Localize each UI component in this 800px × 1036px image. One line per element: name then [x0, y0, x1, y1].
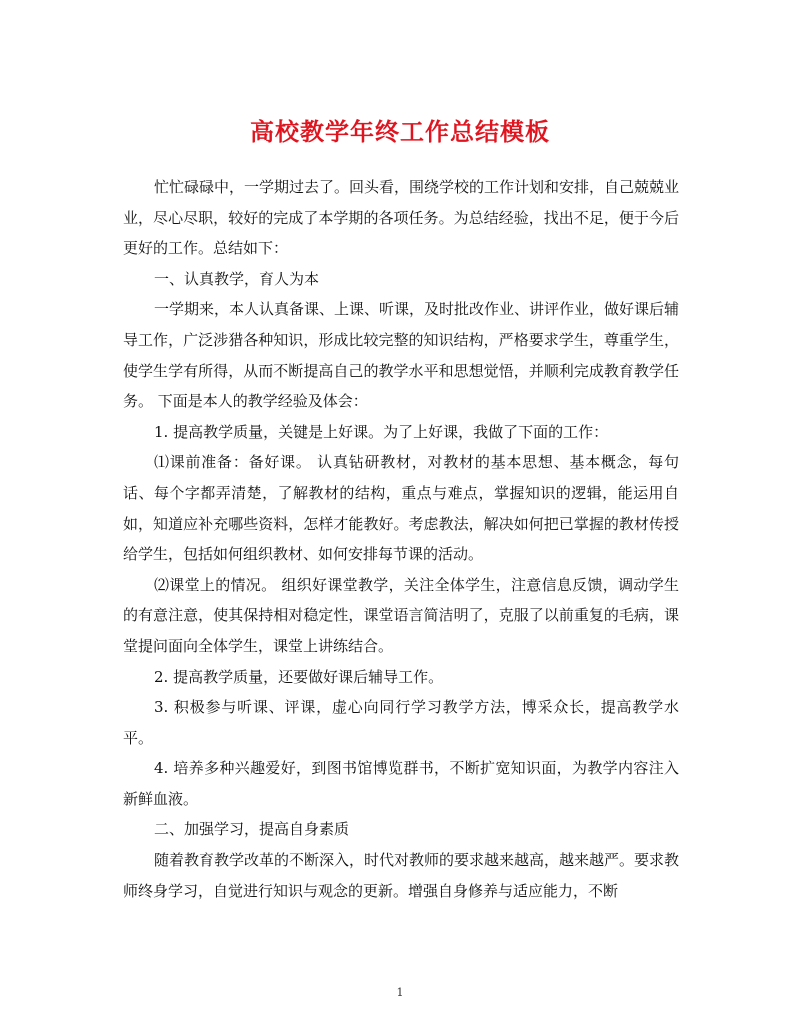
- list-item-2: 2. 提高教学质量，还要做好课后辅导工作。: [154, 667, 444, 686]
- sub-item-1: ⑴课前准备：备好课。 认真钻研教材，对教材的基本思想、基本概念，每句话、每个字都弄清楚，了解教材的结构，重点与难点，掌握知识的逻辑，能运用自如，知道应补充哪些资料，怎样才能教好。考虑教法，解决如何把已掌握的教材传授给学生，包括如何组织教材、如何安排每节课的活动。: [123, 453, 679, 564]
- section-heading-2: 二、加强学习，提高自身素质: [154, 820, 350, 839]
- sub-item-2: ⑵课堂上的情况。 组织好课堂教学，关注全体学生，注意信息反馈，调动学生的有意注意，使其保持相对稳定性，课堂语言简洁明了，克服了以前重复的毛病，课堂提问面向全体学生，课堂上讲练结合。: [123, 575, 679, 655]
- list-item-1: 1. 提高教学质量，关键是上好课。为了上好课，我做了下面的工作：: [154, 422, 609, 441]
- document-title: 高校教学年终工作总结模板: [250, 117, 550, 146]
- section-heading-1: 一、认真教学，育人为本: [154, 269, 320, 288]
- paragraph-learning: 随着教育教学改革的不断深入，时代对教师的要求越来越高，越来越严。要求教师终身学习，自觉进行知识与观念的更新。增强自身修养与适应能力，不断: [123, 851, 680, 900]
- paragraph-intro: 忙忙碌碌中，一学期过去了。回头看，围绕学校的工作计划和安排，自己兢兢业业，尽心尽职，较好的完成了本学期的各项任务。为总结经验，找出不足，便于今后更好的工作。总结如下：: [123, 178, 680, 258]
- list-item-3: 3. 积极参与听课、评课，虚心向同行学习教学方法，博采众长，提高教学水平。: [123, 698, 679, 747]
- document-body: [123, 172, 679, 906]
- page-number: 1: [396, 986, 404, 999]
- list-item-4: 4. 培养多种兴趣爱好，到图书馆博览群书，不断扩宽知识面，为教学内容注入新鲜血液。: [123, 759, 679, 808]
- paragraph-teaching: 一学期来，本人认真备课、上课、听课，及时批改作业、讲评作业，做好课后辅导工作，广泛涉猎各种知识，形成比较完整的知识结构，严格要求学生，尊重学生，使学生学有所得，从而不断提高自己的教学水平和思想觉悟，并顺利完成教育教学任务。 下面是本人的教学经验及体会：: [123, 300, 680, 411]
